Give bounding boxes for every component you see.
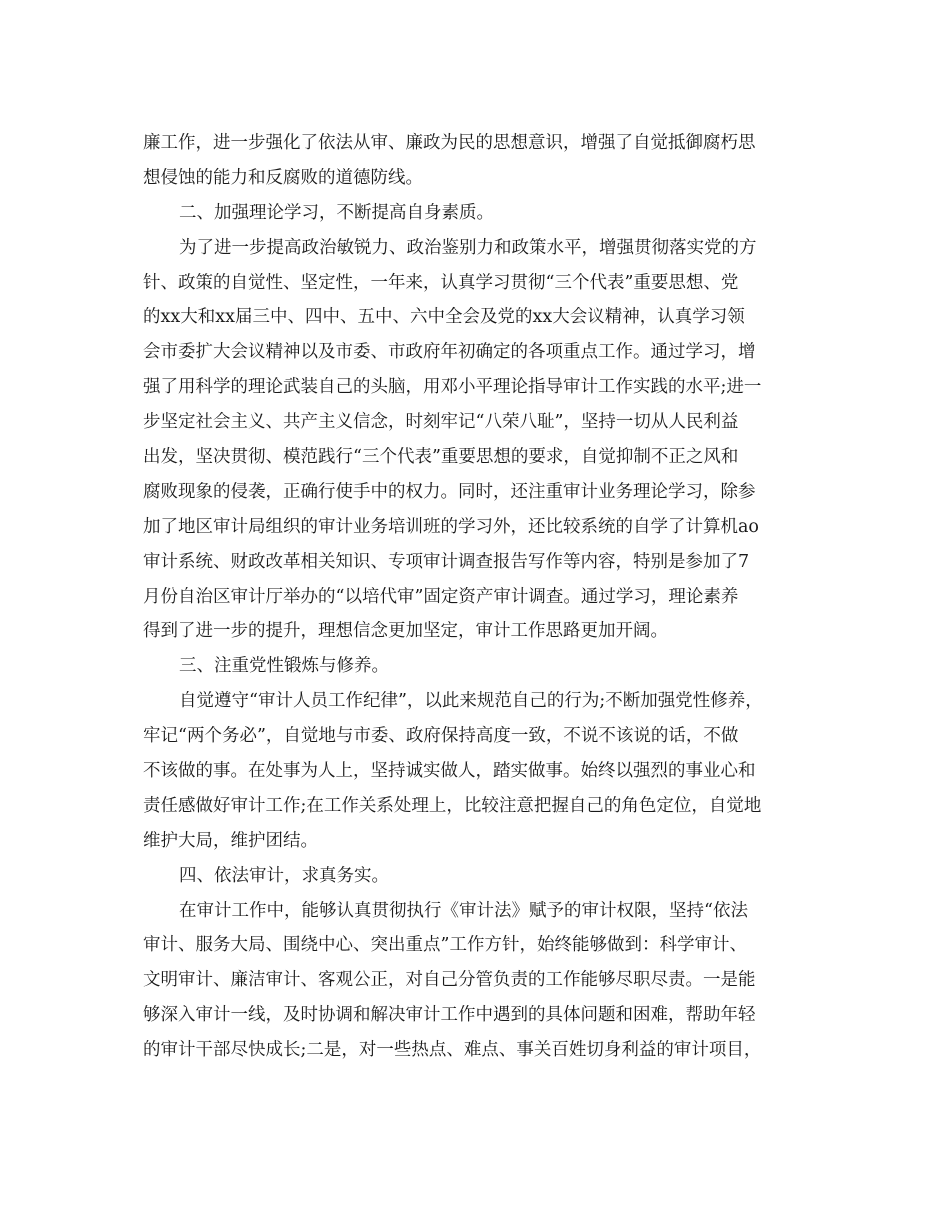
paragraph-start-line: 三、注重党性锻炼与修养。 xyxy=(179,656,389,677)
paragraph-start-line: 在审计工作中，能够认真贯彻执行《审计法》赋予的审计权限，坚持“依法 xyxy=(179,900,748,921)
text-line: 针、政策的自觉性、坚定性，一年来，认真学习贯彻“三个代表”重要思想、党 xyxy=(143,272,739,293)
text-line: 维护大局，维护团结。 xyxy=(143,830,318,851)
text-line: 不该做的事。在处事为人上，坚持诚实做人，踏实做事。始终以强烈的事业心和 xyxy=(143,761,756,782)
text-line: 得到了进一步的提升，理想信念更加坚定，审计工作思路更加开阔。 xyxy=(143,621,668,642)
text-line: 文明审计、廉洁审计、客观公正，对自己分管负责的工作能够尽职尽责。一是能 xyxy=(143,970,756,991)
text-line: 审计系统、财政改革相关知识、专项审计调查报告写作等内容，特别是参加了7 xyxy=(143,551,750,572)
paragraph-start-line: 为了进一步提高政治敏锐力、政治鉴别力和政策水平，增强贯彻落实党的方 xyxy=(179,237,757,258)
text-line: 的审计干部尽快成长;二是，对一些热点、难点、事关百姓切身利益的审计项目， xyxy=(143,1040,762,1061)
text-line: 加了地区审计局组织的审计业务培训班的学习外，还比较系统的自学了计算机ao xyxy=(143,516,759,537)
text-line: 会市委扩大会议精神以及市委、市政府年初确定的各项重点工作。通过学习，增 xyxy=(143,342,756,363)
paragraph-start-line: 自觉遵守“审计人员工作纪律”，以此来规范自己的行为;不断加强党性修养， xyxy=(179,691,763,712)
text-line: 出发，坚决贯彻、模范践行“三个代表”重要思想的要求，自觉抑制不正之风和 xyxy=(143,447,739,468)
text-line: 够深入审计一线，及时协调和解决审计工作中遇到的具体问题和困难，帮助年轻 xyxy=(143,1005,756,1026)
document-body xyxy=(143,126,815,1068)
text-line: 月份自治区审计厅举办的“以培代审”固定资产审计调查。通过学习，理论素养 xyxy=(143,586,739,607)
text-line: 的xx大和xx届三中、四中、五中、六中全会及党的xx大会议精神，认真学习领 xyxy=(143,307,745,328)
paragraph-start-line: 二、加强理论学习，不断提高自身素质。 xyxy=(179,202,494,223)
text-line: 廉工作，进一步强化了依法从审、廉政为民的思想意识，增强了自觉抵御腐朽思 xyxy=(143,133,756,153)
text-line: 牢记“两个务必”，自觉地与市委、政府保持高度一致，不说不该说的话，不做 xyxy=(143,726,739,747)
text-line: 强了用科学的理论武装自己的头脑，用邓小平理论指导审计工作实践的水平;进一 xyxy=(143,377,762,398)
text-line: 责任感做好审计工作;在工作关系处理上，比较注意把握自己的角色定位，自觉地 xyxy=(143,795,762,816)
text-line: 步坚定社会主义、共产主义信念，时刻牢记“八荣八耻”，坚持一切从人民利益 xyxy=(143,412,739,433)
text-line: 腐败现象的侵袭，正确行使手中的权力。同时，还注重审计业务理论学习，除参 xyxy=(143,481,756,502)
text-line: 想侵蚀的能力和反腐败的道德防线。 xyxy=(143,167,423,188)
text-line: 审计、服务大局、围绕中心、突出重点”工作方针，始终能够做到：科学审计、 xyxy=(143,935,747,956)
paragraph-start-line: 四、依法审计，求真务实。 xyxy=(179,865,389,886)
